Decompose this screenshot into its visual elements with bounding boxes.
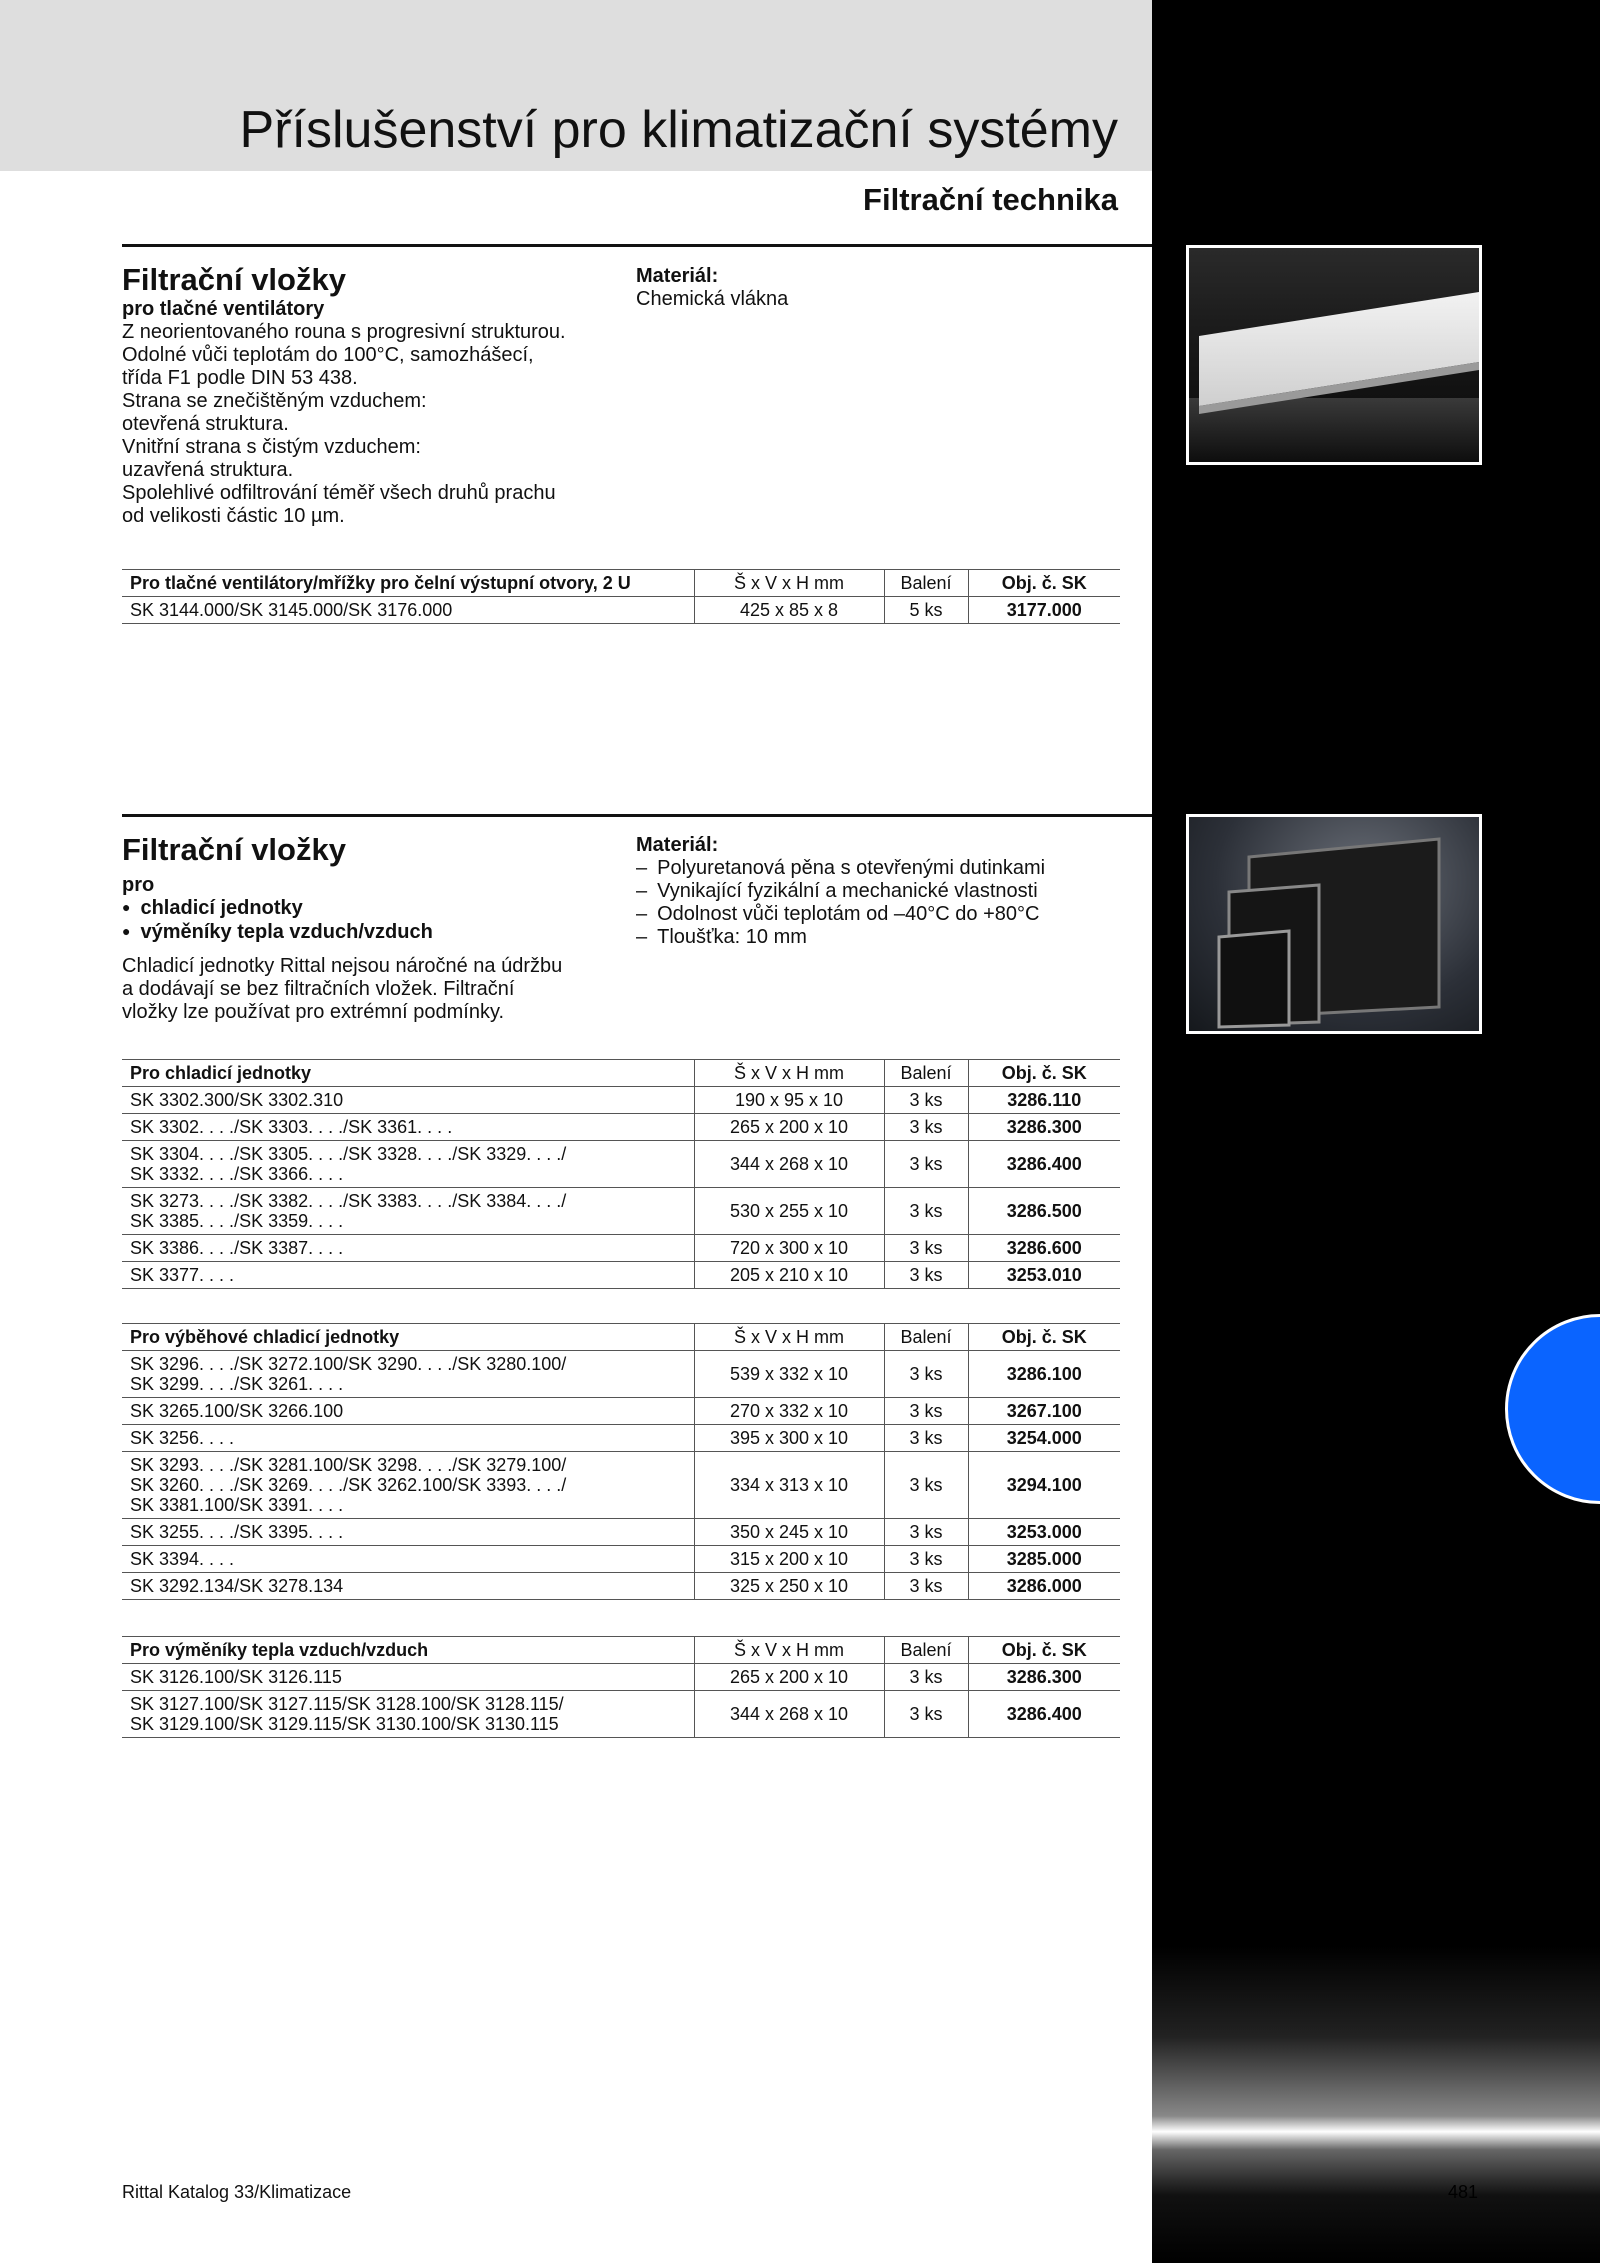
table-cell: 3286.500 [968, 1188, 1120, 1235]
table-cell: SK 3304. . . ./SK 3305. . . ./SK 3328. . . ./SK 3329. . . ./ SK 3332. . . ./SK 3366. . . . [122, 1141, 694, 1188]
table-cell: 334 x 313 x 10 [694, 1452, 884, 1519]
table-cell: SK 3265.100/SK 3266.100 [122, 1398, 694, 1425]
rack-cooling-units-table [122, 1323, 1120, 1600]
product2-subheading: pro [122, 874, 155, 896]
table-row [122, 1546, 1120, 1573]
section-divider [122, 244, 1152, 247]
table-cell: 344 x 268 x 10 [694, 1141, 884, 1188]
table-row [122, 1087, 1120, 1114]
table-header: Pro výměníky tepla vzduch/vzduch [122, 1637, 694, 1664]
desc-line: otevřená struktura. [122, 413, 289, 435]
product2-intro [122, 832, 642, 1024]
desc-line: třída F1 podle DIN 53 438. [122, 367, 358, 389]
heat-exchanger-table [122, 1636, 1120, 1738]
table-cell: SK 3273. . . ./SK 3382. . . ./SK 3383. . . ./SK 3384. . . ./ SK 3385. . . ./SK 3359. . . . [122, 1188, 694, 1235]
product1-table [122, 569, 1120, 624]
table-cell: 3 ks [884, 1087, 968, 1114]
table-row [122, 1188, 1120, 1235]
desc-line: od velikosti částic 10 µm. [122, 505, 345, 527]
table-cell: 3254.000 [968, 1425, 1120, 1452]
table-header: Pro výběhové chladicí jednotky [122, 1324, 694, 1351]
table-cell: SK 3394. . . . [122, 1546, 694, 1573]
table-cell: 3285.000 [968, 1546, 1120, 1573]
footer-catalog: Rittal Katalog 33/Klimatizace [122, 2182, 352, 2202]
table-header: Obj. č. SK [968, 1637, 1120, 1664]
filter-mat-illustration [1189, 248, 1479, 462]
table-cell: 3267.100 [968, 1398, 1120, 1425]
table-header: Balení [884, 1324, 968, 1351]
product1-heading: Filtrační vložky [122, 262, 346, 297]
table-cell: 3 ks [884, 1114, 968, 1141]
table-cell: 3286.110 [968, 1087, 1120, 1114]
table-cell: 3286.400 [968, 1691, 1120, 1738]
table-cell: SK 3127.100/SK 3127.115/SK 3128.100/SK 3128.115/ SK 3129.100/SK 3129.115/SK 3130.100/SK 3130.115 [122, 1691, 694, 1738]
table-header: Obj. č. SK [968, 1324, 1120, 1351]
table-row [122, 1351, 1120, 1398]
table-header: Š x V x H mm [694, 1637, 884, 1664]
product1-subheading: pro tlačné ventilátory [122, 298, 325, 320]
table-cell: 325 x 250 x 10 [694, 1573, 884, 1600]
foam-filter-illustration [1189, 817, 1479, 1031]
table-cell: 720 x 300 x 10 [694, 1235, 884, 1262]
table-row [122, 597, 1120, 624]
table-row [122, 1262, 1120, 1289]
table-cell: SK 3386. . . ./SK 3387. . . . [122, 1235, 694, 1262]
desc-line: Vnitřní strana s čistým vzduchem: [122, 436, 421, 458]
table-cell: SK 3296. . . ./SK 3272.100/SK 3290. . . ./SK 3280.100/ SK 3299. . . ./SK 3261. . . . [122, 1351, 694, 1398]
table-cell: 3 ks [884, 1188, 968, 1235]
material-value: Chemická vlákna [636, 288, 789, 310]
cooling-units-table [122, 1059, 1120, 1289]
table-cell: 3 ks [884, 1546, 968, 1573]
table-cell: 3 ks [884, 1573, 968, 1600]
table-cell: 425 x 85 x 8 [694, 597, 884, 624]
table-cell: 3286.400 [968, 1141, 1120, 1188]
table-header: Balení [884, 1060, 968, 1087]
table-cell: SK 3292.134/SK 3278.134 [122, 1573, 694, 1600]
table-row [122, 1141, 1120, 1188]
material-label: Materiál: [636, 834, 719, 856]
table-header: Balení [884, 570, 968, 597]
table-cell: SK 3255. . . ./SK 3395. . . . [122, 1519, 694, 1546]
page-title: Příslušenství pro klimatizační systémy [239, 101, 1118, 159]
table-header: Obj. č. SK [968, 1060, 1120, 1087]
table-header-row [122, 1637, 1120, 1664]
product2-material [636, 834, 1106, 949]
table-cell: 190 x 95 x 10 [694, 1087, 884, 1114]
filter-mat-photo [1186, 245, 1482, 465]
material-item: – Odolnost vůči teplotám od –40°C do +80°C [636, 903, 1106, 926]
table-header: Š x V x H mm [694, 570, 884, 597]
table-header: Pro chladicí jednotky [122, 1060, 694, 1087]
table-row [122, 1452, 1120, 1519]
table-header: Š x V x H mm [694, 1060, 884, 1087]
table-cell: 3 ks [884, 1519, 968, 1546]
table-row [122, 1664, 1120, 1691]
table-cell: 3 ks [884, 1452, 968, 1519]
table-cell: SK 3293. . . ./SK 3281.100/SK 3298. . . ./SK 3279.100/ SK 3260. . . ./SK 3269. . . ./SK 3262.100/SK 3393. . . ./ SK 3381.100/SK 3391. . . . [122, 1452, 694, 1519]
product1-description [122, 321, 642, 528]
table-cell: 350 x 245 x 10 [694, 1519, 884, 1546]
table-cell: SK 3256. . . . [122, 1425, 694, 1452]
table-cell: 265 x 200 x 10 [694, 1114, 884, 1141]
product2-heading: Filtrační vložky [122, 832, 346, 867]
table-header-row [122, 570, 1120, 597]
table-cell: SK 3302.300/SK 3302.310 [122, 1087, 694, 1114]
table-cell: 3286.100 [968, 1351, 1120, 1398]
table-cell: 3286.000 [968, 1573, 1120, 1600]
foam-filter-photo [1186, 814, 1482, 1034]
table-cell: SK 3377. . . . [122, 1262, 694, 1289]
table-header-row [122, 1060, 1120, 1087]
table-cell: 3 ks [884, 1425, 968, 1452]
table-header: Obj. č. SK [968, 570, 1120, 597]
table-header: Balení [884, 1637, 968, 1664]
desc-line: Odolné vůči teplotám do 100°C, samozhášecí, [122, 344, 534, 366]
bullet-item: ● chladicí jednotky [122, 897, 642, 921]
material-label: Materiál: [636, 265, 719, 287]
table-header: Pro tlačné ventilátory/mřížky pro čelní výstupní otvory, 2 U [122, 570, 694, 597]
table-row [122, 1573, 1120, 1600]
desc-line: Spolehlivé odfiltrování téměř všech druhů prachu [122, 482, 556, 504]
table-cell: 3 ks [884, 1235, 968, 1262]
section-title: Filtrační technika [863, 182, 1118, 217]
table-cell: SK 3302. . . ./SK 3303. . . ./SK 3361. . . . [122, 1114, 694, 1141]
bullet-item: ● výměníky tepla vzduch/vzduch [122, 921, 642, 945]
desc-line: uzavřená struktura. [122, 459, 294, 481]
table-cell: 315 x 200 x 10 [694, 1546, 884, 1573]
table-cell: 3286.600 [968, 1235, 1120, 1262]
table-cell: 344 x 268 x 10 [694, 1691, 884, 1738]
table-cell: 3 ks [884, 1664, 968, 1691]
table-cell: 3 ks [884, 1351, 968, 1398]
product1-intro [122, 262, 642, 528]
page-number: 481 [1448, 2182, 1479, 2202]
table-cell: 3 ks [884, 1262, 968, 1289]
table-row [122, 1114, 1120, 1141]
desc-line: Strana se znečištěným vzduchem: [122, 390, 427, 412]
table-cell: 395 x 300 x 10 [694, 1425, 884, 1452]
desc-line: a dodávají se bez filtračních vložek. Filtrační [122, 978, 515, 1000]
table-cell: 3 ks [884, 1141, 968, 1188]
table-header-row [122, 1324, 1120, 1351]
table-row [122, 1519, 1120, 1546]
product1-material [636, 265, 1096, 311]
table-cell: 539 x 332 x 10 [694, 1351, 884, 1398]
table-row [122, 1398, 1120, 1425]
table-cell: 3253.000 [968, 1519, 1120, 1546]
table-cell: 3253.010 [968, 1262, 1120, 1289]
desc-line: Z neorientovaného rouna s progresivní strukturou. [122, 321, 566, 343]
table-cell: 5 ks [884, 597, 968, 624]
table-cell: 3286.300 [968, 1114, 1120, 1141]
table-row [122, 1691, 1120, 1738]
table-row [122, 1425, 1120, 1452]
material-item: – Polyuretanová pěna s otevřenými dutinkami [636, 857, 1106, 880]
table-cell: 3177.000 [968, 597, 1120, 624]
table-header: Š x V x H mm [694, 1324, 884, 1351]
product2-description [122, 955, 642, 1024]
table-cell: 3 ks [884, 1398, 968, 1425]
table-cell: SK 3144.000/SK 3145.000/SK 3176.000 [122, 597, 694, 624]
table-cell: 530 x 255 x 10 [694, 1188, 884, 1235]
table-cell: 270 x 332 x 10 [694, 1398, 884, 1425]
desc-line: vložky lze používat pro extrémní podmínky. [122, 1001, 505, 1023]
table-row [122, 1235, 1120, 1262]
desc-line: Chladicí jednotky Rittal nejsou náročné na údržbu [122, 955, 563, 977]
material-item: – Vynikající fyzikální a mechanické vlastnosti [636, 880, 1106, 903]
section-divider [122, 814, 1152, 817]
table-cell: 3286.300 [968, 1664, 1120, 1691]
table-cell: 205 x 210 x 10 [694, 1262, 884, 1289]
table-cell: 3294.100 [968, 1452, 1120, 1519]
table-cell: 3 ks [884, 1691, 968, 1738]
table-cell: 265 x 200 x 10 [694, 1664, 884, 1691]
table-cell: SK 3126.100/SK 3126.115 [122, 1664, 694, 1691]
material-item: – Tloušťka: 10 mm [636, 926, 1106, 949]
